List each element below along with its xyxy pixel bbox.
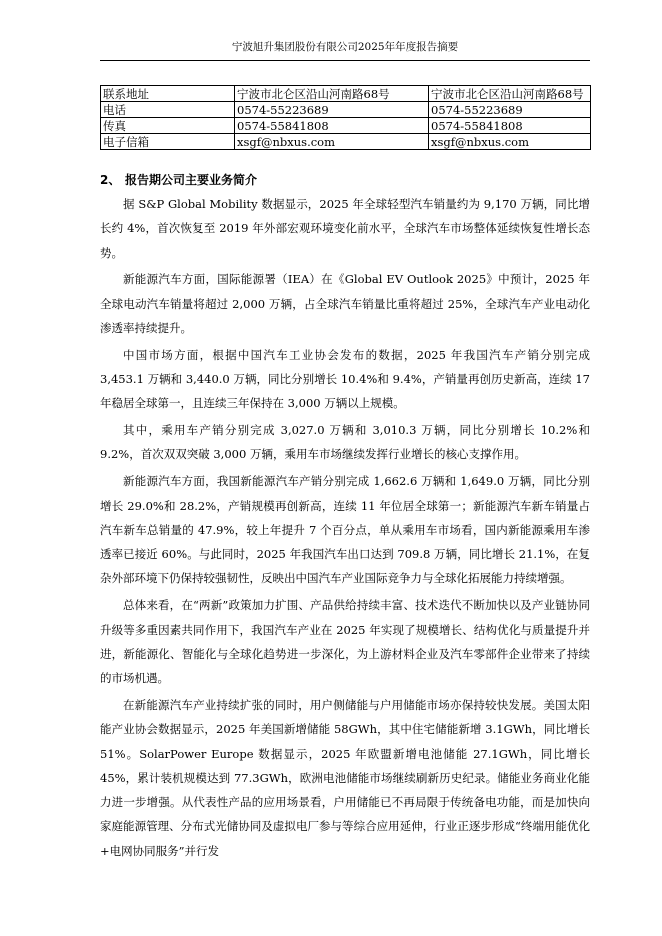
table-row [101,118,591,134]
paragraph: 新能源汽车方面，国际能源署（IEA）在《Global EV Outlook 2025》中预计，2025 年全球电动汽车销量将超过 2,000 万辆，占全球汽车销量比重将超过 25%，全球汽车产业电动化渗透率持续提升。 [100,272,590,335]
board-secretary-value: xsgf@nbxus.com [235,134,429,150]
securities-rep-value: 0574-55841808 [429,118,591,134]
row-label: 传真 [101,118,235,134]
table-row [101,134,591,150]
page-header: 宁波旭升集团股份有限公司2025年年度报告摘要 [231,41,459,53]
row-label: 联系地址 [101,86,235,102]
section-heading [100,172,590,188]
header-divider [100,60,590,61]
paragraph: 中国市场方面，根据中国汽车工业协会发布的数据，2025 年我国汽车产销分别完成 3,453.1 万辆和 3,440.0 万辆，同比分别增长 10.4%和 9.4%，产销量再创历史新高，连续 17 年稳居全球第一，且连续三年保持在 3,000 万辆以上规模。 [100,347,590,411]
body-text [100,192,590,866]
board-secretary-value: 0574-55223689 [235,102,429,118]
row-label: 电话 [101,102,235,118]
table-row [101,102,591,118]
paragraph: 据 S&P Global Mobility 数据显示，2025 年全球轻型汽车销量约为 9,170 万辆，同比增长约 4%，首次恢复至 2019 年外部宏观环境变化前水平，全球汽车市场整体延续恢复性增长态势。 [100,197,590,260]
paragraph: 总体来看，在“两新”政策加力扩围、产品供给持续丰富、技术迭代不断加快以及产业链协同升级等多重因素共同作用下，我国汽车产业在 2025 年实现了规模增长、结构优化与质量提升并进，新能源化、智能化与全球化趋势进一步深化，为上游材料企业及汽车零部件企业带来了持续的市场机遇。 [100,598,590,686]
table-row [101,86,591,102]
board-secretary-value: 0574-55841808 [235,118,429,134]
paragraph: 新能源汽车方面，我国新能源汽车产销分别完成 1,662.6 万辆和 1,649.0 万辆，同比分别增长 29.0%和 28.2%，产销规模再创新高，连续 11 年位居全球第一；新能源汽车新车销量占汽车新车总销量的 47.9%，较上年提升 7 个百分点，单从乘用车市场看，国内新能源乘用车渗透率已接近 60%。与此同时，2025 年我国汽车出口达到 709.8 万辆，同比增长 21.1%，在复杂外部环境下仍保持较强韧性，反映出中国汽车产业国际竞争力与全球化拓展能力持续增强。 [100,474,590,586]
section-title: 报告期公司主要业务简介 [125,173,258,187]
row-label: 电子信箱 [101,134,235,150]
securities-rep-value: 宁波市北仑区沿山河南路68号 [429,86,591,102]
paragraph: 在新能源汽车产业持续扩张的同时，用户侧储能与户用储能市场亦保持较快发展。美国太阳能产业协会数据显示，2025 年美国新增储能 58GWh，其中住宅储能新增 3.1GWh，同比增长 51%。SolarPower Europe 数据显示，2025 年欧盟新增电池储能 27.1GWh，同比增长 45%，累计装机规模达到 77.3GWh，欧洲电池储能市场继续刷新历史纪录。储能业务商业化能力进一步增强。从代表性产品的应用场景看，户用储能已不再局限于传统备电功能，而是加快向家庭能源管理、分布式光储协同及虚拟电厂参与等综合应用延伸，行业正逐步形成“终端用能优化+电网协同服务”并行发 [100,697,590,858]
board-secretary-value: 宁波市北仑区沿山河南路68号 [235,86,429,102]
section-number: 2、 [100,173,121,187]
contact-table [100,85,591,150]
paragraph: 其中，乘用车产销分别完成 3,027.0 万辆和 3,010.3 万辆，同比分别增长 10.2%和 9.2%，首次双双突破 3,000 万辆，乘用车市场继续发挥行业增长的核心支撑作用。 [100,423,590,462]
securities-rep-value: xsgf@nbxus.com [429,134,591,150]
securities-rep-value: 0574-55223689 [429,102,591,118]
